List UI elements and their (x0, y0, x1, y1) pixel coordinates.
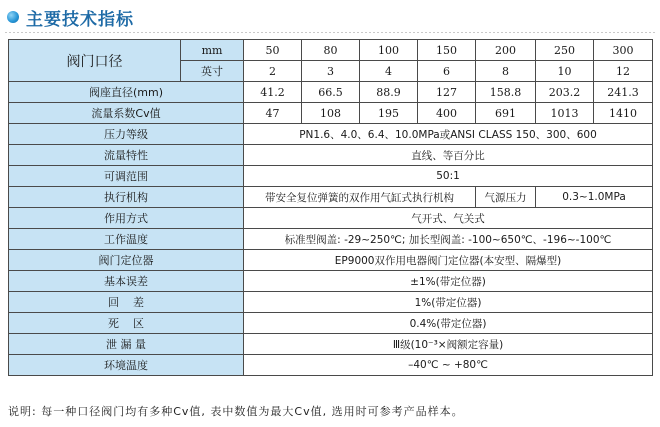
table-row (9, 187, 653, 208)
table-cell: 3 (302, 61, 360, 82)
ambient-value: –40℃ ~ +80℃ (244, 355, 653, 376)
table-row (9, 145, 653, 166)
positioner-label: 阀门定位器 (9, 250, 244, 271)
table-row (9, 334, 653, 355)
table-row (9, 250, 653, 271)
table-cell: 150 (418, 40, 476, 61)
temp-label: 工作温度 (9, 229, 244, 250)
table-cell: 127 (418, 82, 476, 103)
table-cell: 241.3 (594, 82, 653, 103)
flow-label: 流量特性 (9, 145, 244, 166)
inch-label: 英寸 (181, 61, 244, 82)
table-cell: 2 (244, 61, 302, 82)
cv-label: 流量系数Cv值 (9, 103, 244, 124)
range-label: 可调范围 (9, 166, 244, 187)
table-row (9, 229, 653, 250)
positioner-value: EP9000双作用电器阀门定位器(本安型、隔爆型) (244, 250, 653, 271)
table-cell: 6 (418, 61, 476, 82)
table-cell: 66.5 (302, 82, 360, 103)
table-cell: 1410 (594, 103, 653, 124)
table-row (9, 124, 653, 145)
air-pressure-value: 0.3~1.0MPa (536, 187, 653, 208)
leakage-value: Ⅲ级(10⁻³×阀额定容量) (244, 334, 653, 355)
table-cell: 691 (476, 103, 536, 124)
table-row (9, 40, 653, 61)
bullet-icon (7, 11, 19, 23)
table-cell: 250 (536, 40, 594, 61)
footnote: 说明: 每一种口径阀门均有多种Cv值, 表中数值为最大Cv值, 选用时可参考产品样本。 (8, 405, 464, 418)
action-label: 作用方式 (9, 208, 244, 229)
air-pressure-label: 气源压力 (476, 187, 536, 208)
table-cell: 41.2 (244, 82, 302, 103)
hysteresis-label: 回 差 (9, 292, 244, 313)
table-row (9, 355, 653, 376)
deadband-label: 死 区 (9, 313, 244, 334)
table-row (9, 82, 653, 103)
table-cell: 47 (244, 103, 302, 124)
table-row (9, 208, 653, 229)
table-cell: 108 (302, 103, 360, 124)
table-cell: 158.8 (476, 82, 536, 103)
table-row (9, 292, 653, 313)
deadband-value: 0.4%(带定位器) (244, 313, 653, 334)
table-cell: 200 (476, 40, 536, 61)
table-cell: 10 (536, 61, 594, 82)
table-cell: 8 (476, 61, 536, 82)
table-row (9, 271, 653, 292)
table-cell: 12 (594, 61, 653, 82)
heading-divider (5, 32, 655, 33)
seat-label: 阀座直径(mm) (9, 82, 244, 103)
actuator-value: 带安全复位弹簧的双作用气缸式执行机构 (244, 187, 476, 208)
table-row (9, 166, 653, 187)
table-cell: 203.2 (536, 82, 594, 103)
table-cell: 300 (594, 40, 653, 61)
error-label: 基本误差 (9, 271, 244, 292)
ambient-label: 环境温度 (9, 355, 244, 376)
section-title: 主要技术指标 (26, 9, 134, 30)
spec-table (8, 39, 653, 376)
flow-value: 直线、等百分比 (244, 145, 653, 166)
table-cell: 80 (302, 40, 360, 61)
error-value: ±1%(带定位器) (244, 271, 653, 292)
pressure-label: 压力等级 (9, 124, 244, 145)
table-cell: 4 (360, 61, 418, 82)
table-cell: 400 (418, 103, 476, 124)
table-cell: 88.9 (360, 82, 418, 103)
section-heading (7, 6, 134, 28)
table-cell: 100 (360, 40, 418, 61)
table-cell: 1013 (536, 103, 594, 124)
temp-value: 标准型阀盖: -29~250℃; 加长型阀盖: -100~650℃、-196~-100℃ (244, 229, 653, 250)
range-value: 50:1 (244, 166, 653, 187)
table-row (9, 313, 653, 334)
table-row (9, 103, 653, 124)
table-cell: 50 (244, 40, 302, 61)
mm-label: mm (181, 40, 244, 61)
hysteresis-value: 1%(带定位器) (244, 292, 653, 313)
table-cell: 195 (360, 103, 418, 124)
pressure-value: PN1.6、4.0、6.4、10.0MPa或ANSI CLASS 150、300、600 (244, 124, 653, 145)
action-value: 气开式、气关式 (244, 208, 653, 229)
size-label: 阀门口径 (9, 40, 181, 82)
leakage-label: 泄 漏 量 (9, 334, 244, 355)
actuator-label: 执行机构 (9, 187, 244, 208)
